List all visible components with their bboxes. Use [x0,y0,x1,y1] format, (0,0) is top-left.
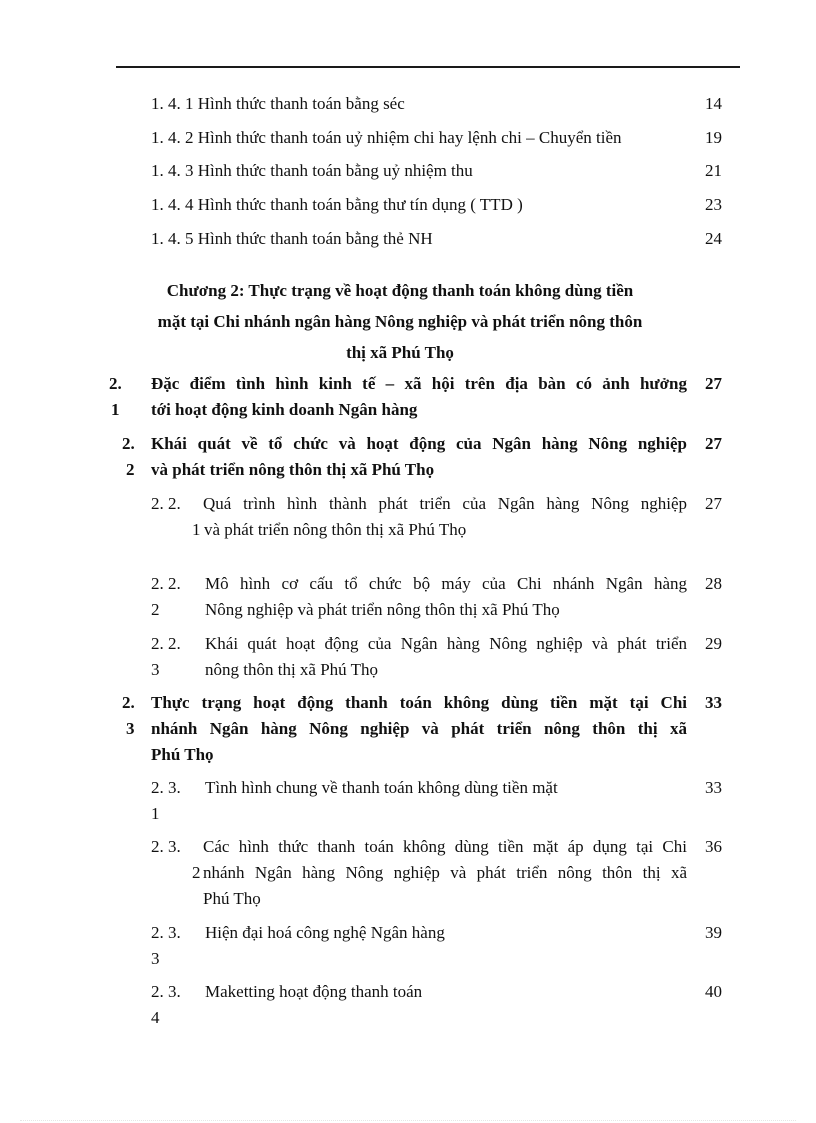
toc-entry-label-cont: Phú Thọ [203,889,261,908]
toc-entry-number-suffix: 1 [111,400,120,419]
toc-entry-number: 2. 2. [151,634,181,653]
toc-entry-number-suffix: 1 [192,520,201,539]
chapter-2-title-line-1: Chương 2: Thực trạng về hoạt động thanh toán không dùng tiền [166,281,634,300]
toc-entry-label: Tình hình chung về thanh toán không dùng tiền mặt [205,778,558,797]
toc-entry-label: Đặc điểm tình hình kinh tế – xã hội trên địa bàn có ảnh hưởng [151,374,687,393]
header-rule [116,66,740,68]
chapter-2-title-line-3: thị xã Phú Thọ [346,343,454,362]
toc-entry-number-suffix: 2 [192,863,201,882]
toc-entry-number: 2. 3. [151,837,181,856]
toc-entry-page: 28 [705,574,722,593]
toc-entry-label-cont: nhánh Ngân hàng Nông nghiệp và phát triển nông thôn thị xã [203,863,687,882]
toc-entry-page: 40 [705,982,722,1001]
toc-entry-label: Mô hình cơ cấu tổ chức bộ máy của Chi nhánh Ngân hàng [205,574,687,593]
toc-entry-label: Quá trình hình thành phát triển của Ngân hàng Nông nghiệp [203,494,687,513]
toc-entry-page: 24 [705,229,722,248]
toc-entry-label-cont: Nông nghiệp và phát triển nông thôn thị xã Phú Thọ [205,600,560,619]
toc-entry-page: 33 [705,693,722,712]
toc-entry-number-suffix: 2 [151,600,160,619]
toc-entry-label: Các hình thức thanh toán không dùng tiền mặt áp dụng tại Chi [203,837,687,856]
toc-entry-label-cont: nhánh Ngân hàng Nông nghiệp và phát triển nông thôn thị xã [151,719,687,738]
toc-entry-label-cont: tới hoạt động kinh doanh Ngân hàng [151,400,418,419]
toc-entry-page: 27 [705,374,722,393]
toc-entry-number: 2. 3. [151,923,181,942]
toc-entry-page: 27 [705,494,722,513]
toc-entry-label: Khái quát hoạt động của Ngân hàng Nông nghiệp và phát triển [205,634,687,653]
toc-entry-number-suffix: 3 [151,660,160,679]
toc-entry-label: Khái quát về tổ chức và hoạt động của Ngân hàng Nông nghiệp [151,434,687,453]
toc-entry-number: 2. [122,434,135,453]
toc-entry-label-cont: nông thôn thị xã Phú Thọ [205,660,378,679]
toc-entry-label: 1. 4. 2 Hình thức thanh toán uỷ nhiệm chi hay lệnh chi – Chuyển tiền [151,128,622,147]
toc-entry-label: Thực trạng hoạt động thanh toán không dùng tiền mặt tại Chi [151,693,687,712]
toc-entry-label: Maketting hoạt động thanh toán [205,982,423,1001]
toc-entry-number: 2. [122,693,135,712]
toc-entry-number: 2. 3. [151,982,181,1001]
toc-entry-number-suffix: 1 [151,804,160,823]
page-bottom-border [20,1120,796,1121]
toc-entry-number-suffix: 4 [151,1008,160,1027]
toc-entry-page: 39 [705,923,722,942]
toc-entry-label: 1. 4. 3 Hình thức thanh toán bằng uỷ nhiệm thu [151,161,473,180]
toc-entry-page: 27 [705,434,722,453]
toc-entry-page: 33 [705,778,722,797]
toc-entry-page: 14 [705,94,722,113]
toc-entry-page: 19 [705,128,722,147]
chapter-2-title-line-2: mặt tại Chi nhánh ngân hàng Nông nghiệp và phát triển nông thôn [157,312,643,331]
toc-entry-number-suffix: 3 [126,719,135,738]
toc-entry-label: 1. 4. 5 Hình thức thanh toán bằng thẻ NH [151,229,433,248]
toc-entry-page: 29 [705,634,722,653]
toc-entry-page: 36 [705,837,722,856]
toc-entry-label: Hiện đại hoá công nghệ Ngân hàng [205,923,445,942]
toc-entry-number-suffix: 2 [126,460,135,479]
toc-entry-number-suffix: 3 [151,949,160,968]
toc-entry-number: 2. 2. [151,494,181,513]
toc-entry-page: 23 [705,195,722,214]
toc-entry-label-cont: và phát triển nông thôn thị xã Phú Thọ [151,460,435,479]
toc-entry-label-cont: và phát triển nông thôn thị xã Phú Thọ [204,520,467,539]
toc-entry-number: 2. 2. [151,574,181,593]
toc-entry-number: 2. 3. [151,778,181,797]
toc-entry-page: 21 [705,161,722,180]
toc-entry-number: 2. [109,374,122,393]
toc-entry-label-cont: Phú Thọ [151,745,214,764]
toc-entry-label: 1. 4. 1 Hình thức thanh toán bằng séc [151,94,405,113]
toc-entry-label: 1. 4. 4 Hình thức thanh toán bằng thư tín dụng ( TTD ) [151,195,523,214]
